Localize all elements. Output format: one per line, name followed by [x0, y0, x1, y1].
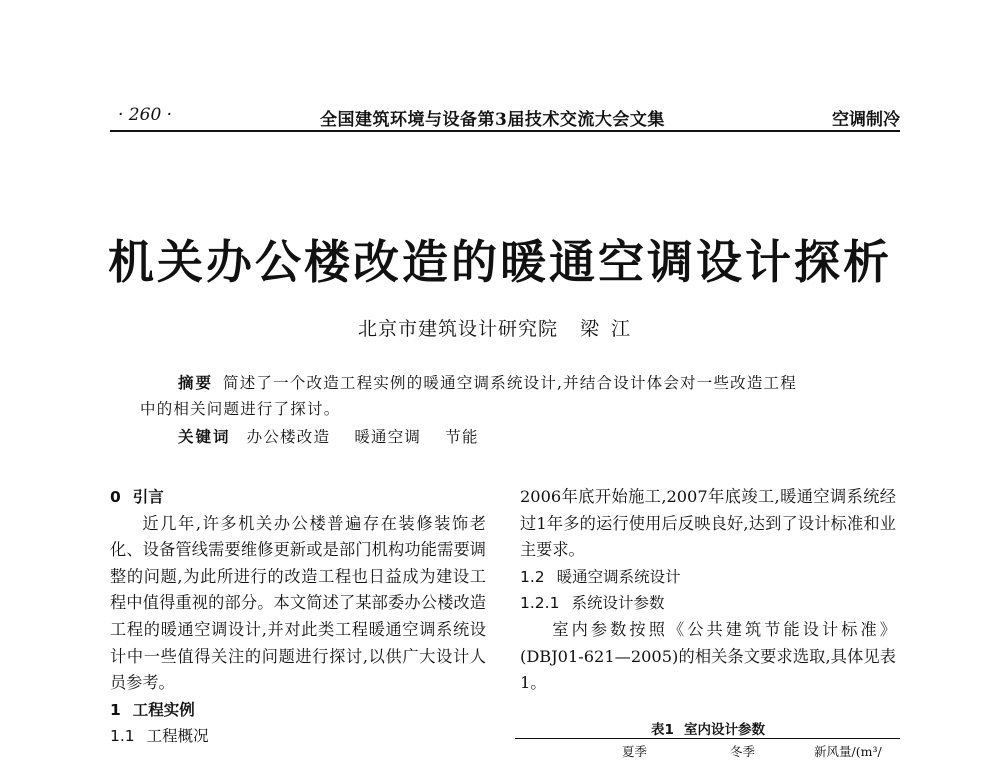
abstract-label: 摘要	[178, 373, 214, 392]
keywords-label: 关键词	[178, 427, 231, 446]
section-title: 工程实例	[132, 700, 195, 719]
section-title: 引言	[132, 488, 164, 506]
section-title: 暖通空调系统设计	[556, 567, 681, 586]
section-heading-1-2-1	[520, 590, 896, 617]
section-heading-0	[110, 484, 486, 511]
section-number: 1	[110, 700, 121, 719]
table-caption	[520, 718, 896, 738]
running-header	[110, 103, 900, 129]
table-top-rule	[515, 738, 900, 739]
section-number: 1.1	[110, 727, 135, 746]
section-number: 0	[110, 488, 121, 506]
paper-title: 机关办公楼改造的暖通空调设计探析	[108, 235, 892, 289]
table-title: 室内设计参数	[683, 722, 765, 738]
intro-paragraph: 近几年,许多机关办公楼普遍存在装修装饰老化、设备管线需要维修更新或是部门机构功能需要调整的问题,为此所进行的改造工程也日益成为建设工程中值得重视的部分。本文简述了某部委办公楼改造工程的暖通空调设计,并对此类工程暖通空调系统设计中一些值得关注的问题进行探讨,以供广大设计人员参考。	[110, 513, 486, 693]
right-column	[520, 484, 896, 697]
abstract-text-1: 简述了一个改造工程实例的暖通空调系统设计,并结合设计体会对一些改造工程	[223, 374, 797, 392]
abstract	[140, 370, 880, 450]
completion-paragraph: 2006年底开始施工,2007年底竣工,暖通空调系统经过1年多的运行使用后反映良好,达到了设计标准和业主要求。	[520, 487, 896, 560]
keyword: 节能	[445, 428, 479, 446]
keywords	[140, 424, 880, 450]
abstract-text-2: 中的相关问题进行了探讨。	[140, 400, 341, 418]
section-heading-1-2	[520, 564, 896, 591]
table-header-winter: 冬季	[730, 744, 756, 759]
header-rule	[110, 130, 900, 132]
journal-title: 全国建筑环境与设备第3届技术交流大会文集	[320, 110, 665, 130]
page-number: · 260 ·	[118, 105, 173, 125]
table-header-fresh-air: 新风量/(m³/	[814, 744, 882, 759]
keyword: 暖通空调	[354, 428, 422, 446]
section-number: 1.2	[520, 567, 545, 586]
affiliation: 北京市建筑设计研究院	[357, 318, 558, 340]
left-column	[110, 484, 486, 750]
byline	[0, 314, 1000, 341]
table-number: 表1	[651, 722, 674, 738]
section-title: 系统设计参数	[571, 594, 665, 613]
table-header-summer: 夏季	[622, 744, 648, 759]
design-params-paragraph: 室内参数按照《公共建筑节能设计标准》(DBJ01-621—2005)的相关条文要求选取,具体见表1。	[520, 619, 896, 693]
keyword: 办公楼改造	[246, 428, 331, 446]
section-label: 空调制冷	[832, 110, 900, 130]
section-heading-1-1	[110, 723, 486, 750]
section-title: 工程概况	[146, 727, 209, 746]
abstract-line-1	[140, 370, 880, 396]
section-number: 1.2.1	[520, 594, 560, 613]
section-heading-1	[110, 697, 486, 724]
author: 梁江	[580, 318, 643, 340]
